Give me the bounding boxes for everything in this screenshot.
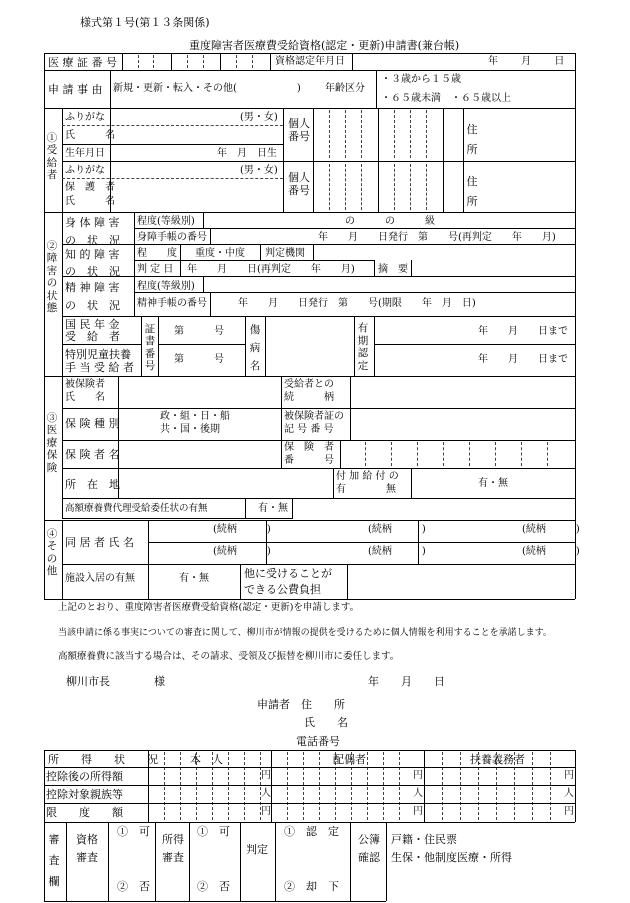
birth-value: 年 月 日生 xyxy=(217,148,277,159)
guardian-label-2: 氏 名 xyxy=(65,196,115,207)
digit-divider xyxy=(164,752,165,820)
divider xyxy=(155,822,156,901)
relation-value: (続柄 ) xyxy=(213,524,271,535)
disability-section-label: ②障害の状態 xyxy=(46,240,58,314)
divider xyxy=(374,316,375,376)
judgment-label: 判定 xyxy=(246,843,268,856)
digit-divider xyxy=(383,752,384,820)
facility-value: 有・無 xyxy=(179,573,209,584)
public-record-label-2: 確認 xyxy=(358,851,380,864)
divider xyxy=(62,376,63,518)
digit-divider xyxy=(287,752,288,820)
divider xyxy=(265,316,266,376)
age-label: 年齢区分 xyxy=(325,83,365,94)
table-top xyxy=(44,750,575,751)
row-line xyxy=(62,276,575,277)
relation-label-2: 続 柄 xyxy=(284,392,334,403)
row-line xyxy=(44,70,575,71)
qualification-ok: ① 可 xyxy=(117,825,150,838)
divider xyxy=(463,108,464,212)
divider xyxy=(374,260,375,276)
card-number-label-1: 被保険者証の xyxy=(284,411,344,422)
divider xyxy=(171,53,172,70)
row-line xyxy=(62,316,575,317)
guardian-label-1: 保 護 者 xyxy=(65,182,115,193)
digit-divider xyxy=(399,752,400,820)
relation-value: (続柄 ) xyxy=(522,546,580,557)
digit-divider xyxy=(138,55,139,68)
age-option-1: ・３歳から１５歳 xyxy=(381,74,461,85)
divider xyxy=(245,316,246,376)
divider xyxy=(378,108,379,212)
divider xyxy=(148,564,149,599)
reason-value: 新規・更新・転入・その他( ) xyxy=(113,83,301,94)
digit-divider xyxy=(367,752,368,820)
digit-divider xyxy=(394,164,395,210)
income-col-support: 扶養義務者 xyxy=(470,753,525,766)
row-line xyxy=(62,144,283,145)
digit-divider xyxy=(365,442,366,466)
qualification-ng: ② 否 xyxy=(117,880,150,893)
location-label: 所 在 地 xyxy=(65,478,120,491)
divider xyxy=(386,822,387,901)
income-row-3-label: 限 度 額 xyxy=(46,806,123,819)
reason-label: 申 請 事 由 xyxy=(48,83,103,96)
injury-label: 傷病名 xyxy=(249,324,261,372)
review-bottom xyxy=(44,901,386,902)
section-line xyxy=(44,520,575,521)
outer-right xyxy=(575,53,576,599)
physical-label-1: 身 体 障 害 xyxy=(65,216,120,229)
divider xyxy=(354,316,355,376)
row-line xyxy=(148,542,575,543)
outer-bottom xyxy=(44,599,575,600)
row-line xyxy=(62,161,575,162)
cert-number-value-2: 第 号 xyxy=(174,354,224,365)
digit-divider xyxy=(345,164,346,210)
divider xyxy=(203,276,204,292)
physical-book-value: 年 月 日発行 第 号(再判定 年 月) xyxy=(318,232,556,243)
address-label: 住所 xyxy=(466,123,478,156)
table-right xyxy=(575,750,576,822)
judgment-reject: ② 却 下 xyxy=(284,880,339,893)
divider xyxy=(210,292,211,316)
divider xyxy=(352,53,353,70)
digit-divider xyxy=(180,752,181,820)
intellectual-degree-value: 重度・中度 xyxy=(195,248,245,259)
divider xyxy=(411,468,412,498)
physical-grade-value: の の 級 xyxy=(345,216,435,227)
delegation-label: 高額療養費代理受給委任状の有無 xyxy=(65,503,208,514)
insurance-type-value-1: 政・組・日・船 xyxy=(160,411,230,422)
divider xyxy=(313,244,314,260)
extra-benefit-value: 有・無 xyxy=(478,478,508,489)
until-value-2: 年 月 日まで xyxy=(478,354,568,365)
person-unit: 人 xyxy=(564,788,574,799)
digit-divider xyxy=(550,752,551,820)
divider xyxy=(271,750,272,822)
row-line xyxy=(62,518,293,519)
intellectual-degree-label: 程 度 xyxy=(137,248,177,259)
divider xyxy=(141,316,142,376)
income-ok: ① 可 xyxy=(197,825,230,838)
yen-unit: 円 xyxy=(261,770,271,781)
relation-value: (続柄 ) xyxy=(213,546,271,557)
divider xyxy=(283,108,284,212)
outer-left xyxy=(44,53,45,599)
until-value-1: 年 月 日まで xyxy=(478,326,568,337)
physical-book-label: 身障手帳の番号 xyxy=(137,232,207,243)
table-left xyxy=(44,750,45,901)
insurance-section-label: ③医療保険 xyxy=(46,412,58,474)
cert-date-label: 資格認定年月日 xyxy=(275,56,345,67)
divider xyxy=(333,468,334,498)
digit-divider xyxy=(394,110,395,158)
row-line xyxy=(44,803,575,804)
person-unit: 人 xyxy=(413,788,423,799)
digit-divider xyxy=(203,55,204,68)
summary-label: 摘 要 xyxy=(378,264,408,275)
divider xyxy=(411,260,412,276)
mental-label-2: の 状 況 xyxy=(65,299,120,312)
digit-divider xyxy=(521,442,522,466)
row-line xyxy=(62,408,575,409)
gender-value-2: (男・女) xyxy=(240,165,278,176)
digit-divider xyxy=(410,110,411,158)
declaration-2: 当該申請に係る事実についての審査に関して、柳川市が情報の提供を受けるために個人情報を利用することを承諾します。 xyxy=(58,628,552,638)
divider xyxy=(260,244,261,260)
digit-divider xyxy=(319,752,320,820)
recipient-section-label: ①受給者 xyxy=(46,132,58,182)
row-line xyxy=(62,440,575,441)
qualification-label-2: 審査 xyxy=(76,851,98,864)
income-col-self: 本 人 xyxy=(190,753,223,766)
furigana-line xyxy=(62,125,283,126)
public-expense-label-2: できる公費負担 xyxy=(244,583,321,596)
insurer-name-label: 保 険 者 名 xyxy=(65,448,120,461)
yen-unit: 円 xyxy=(564,806,574,817)
furigana-label-2: ふりがな xyxy=(65,165,105,176)
mental-book-value: 年 月 日発行 第 号(期限 年 月 日) xyxy=(238,298,476,309)
outer-top xyxy=(44,53,575,54)
digit-divider xyxy=(410,164,411,210)
digit-divider xyxy=(426,110,427,158)
divider xyxy=(245,498,246,518)
address-label-2: 住所 xyxy=(466,175,478,208)
yen-unit: 円 xyxy=(564,770,574,781)
row-line xyxy=(62,468,575,469)
divider xyxy=(66,822,67,901)
digit-divider xyxy=(361,164,362,210)
digit-divider xyxy=(153,55,154,68)
intellectual-label-2: の 状 況 xyxy=(65,265,120,278)
applicant-address-label: 申請者 住 所 xyxy=(257,698,345,711)
row-line xyxy=(62,498,575,499)
period-label: 有期認定 xyxy=(357,322,369,372)
digit-divider xyxy=(236,55,237,68)
declaration-1: 上記のとおり、重度障害者医療費受給資格(認定・更新)を申請します。 xyxy=(58,602,360,613)
divider xyxy=(158,316,159,376)
divider xyxy=(376,70,377,108)
extra-benefit-label-1: 付 加 給 付 の xyxy=(336,471,399,482)
divider xyxy=(424,750,425,822)
digit-divider xyxy=(329,164,330,210)
pension-label-2: 受 給 者 xyxy=(65,330,120,343)
income-ng: ② 否 xyxy=(197,880,230,893)
divider xyxy=(240,822,241,901)
digit-divider xyxy=(244,752,245,820)
income-review-label-2: 審査 xyxy=(162,851,184,864)
form-number: 様式第１号(第１３条関係) xyxy=(80,16,210,29)
divider xyxy=(340,440,341,468)
row-line xyxy=(134,228,575,229)
digit-divider xyxy=(532,752,533,820)
divider xyxy=(118,468,119,498)
extra-benefit-label-2: 有 無 xyxy=(336,484,396,495)
yen-unit: 円 xyxy=(413,806,423,817)
divider xyxy=(62,212,63,376)
divider xyxy=(292,498,293,518)
divider xyxy=(347,564,348,599)
cert-number-label: 証書番号 xyxy=(144,323,156,373)
person-unit: 人 xyxy=(261,788,271,799)
divider xyxy=(110,70,111,108)
divider xyxy=(350,822,351,901)
insured-label-1: 被保険者 xyxy=(65,379,105,390)
my-number-label-2: 個人番号 xyxy=(288,171,310,197)
income-review-label-1: 所得 xyxy=(162,833,184,846)
cohabitant-label: 同 居 者 氏 名 xyxy=(65,536,134,549)
application-date: 年 月 日 xyxy=(368,675,445,688)
divider xyxy=(122,53,123,70)
intellectual-label-1: 知 的 障 害 xyxy=(65,248,120,261)
divider xyxy=(270,53,271,70)
digit-divider xyxy=(187,55,188,68)
digit-divider xyxy=(329,110,330,158)
row-line xyxy=(62,344,141,345)
public-record-item-2: 生保・他制度医療・所得 xyxy=(391,851,512,864)
income-header: 所 得 状 況 xyxy=(48,753,158,766)
section-line xyxy=(44,212,575,213)
digit-divider xyxy=(460,752,461,820)
divider xyxy=(281,376,282,468)
divider xyxy=(443,108,444,212)
row-line xyxy=(374,344,575,345)
digit-divider xyxy=(469,442,470,466)
pension-label-1: 国 民 年 金 xyxy=(65,318,120,331)
income-col-spouse: 配偶者 xyxy=(333,753,366,766)
mental-grade-label: 程度(等級別) xyxy=(137,281,195,292)
insurance-type-label: 保 険 種 別 xyxy=(65,417,120,430)
digit-divider xyxy=(303,752,304,820)
card-number-label: 医 療 証 番 号 xyxy=(48,56,117,69)
insurance-type-value-2: 共・国・後期 xyxy=(160,424,220,435)
row-line xyxy=(158,344,245,345)
divider xyxy=(108,822,109,901)
judgment-approve: ① 認 定 xyxy=(284,825,339,838)
name-label: 氏 名 xyxy=(65,130,115,141)
intellectual-agency-label: 判定機関 xyxy=(265,248,305,259)
row-line xyxy=(44,785,575,786)
birth-label: 生年月日 xyxy=(65,148,105,159)
row-line xyxy=(62,564,575,565)
relation-value: (続柄 ) xyxy=(368,546,426,557)
relation-label-1: 受給者との xyxy=(284,379,334,390)
physical-grade-label: 程度(等級別) xyxy=(137,216,195,227)
divider xyxy=(62,108,63,212)
row-line xyxy=(62,244,575,245)
digit-divider xyxy=(495,442,496,466)
public-expense-label-1: 他に受けることが xyxy=(244,567,332,580)
digit-divider xyxy=(442,752,443,820)
review-label: 審査欄 xyxy=(48,833,60,888)
digit-divider xyxy=(417,442,418,466)
furigana-line xyxy=(62,178,283,179)
digit-divider xyxy=(391,442,392,466)
section-line xyxy=(44,376,575,377)
digit-divider xyxy=(547,442,548,466)
intellectual-date-label: 判 定 日 xyxy=(137,264,174,275)
mental-label-1: 精 神 障 害 xyxy=(65,281,120,294)
cert-date-value: 年 月 日 xyxy=(488,56,565,67)
intellectual-date-value: 年 月 日(再判定 年 月) xyxy=(187,264,355,275)
declaration-3: 高額療養費に該当する場合は、その請求、受領及び振替を柳川市に委任します。 xyxy=(58,651,400,662)
relation-value: (続柄 ) xyxy=(368,524,426,535)
divider xyxy=(189,822,190,901)
insured-label-2: 氏 名 xyxy=(65,392,105,403)
applicant-name-label: 氏 名 xyxy=(304,716,348,729)
insurer-number-label-1: 保 険 者 xyxy=(284,442,334,453)
divider xyxy=(350,376,351,408)
public-record-item-1: 戸籍・住民票 xyxy=(391,833,457,846)
delegation-value: 有・無 xyxy=(258,503,288,514)
row-line xyxy=(44,108,575,109)
yen-unit: 円 xyxy=(261,806,271,817)
divider xyxy=(350,408,351,440)
yen-unit: 円 xyxy=(413,770,423,781)
divider xyxy=(220,53,221,70)
qualification-label-1: 資格 xyxy=(76,833,98,846)
digit-divider xyxy=(426,164,427,210)
divider xyxy=(210,228,211,244)
mayor-addressee: 柳川市長 様 xyxy=(66,675,165,688)
digit-divider xyxy=(228,752,229,820)
mental-book-label: 精神手帳の番号 xyxy=(137,298,207,309)
digit-divider xyxy=(345,110,346,158)
digit-divider xyxy=(443,442,444,466)
physical-label-2: の 状 況 xyxy=(65,234,120,247)
divider xyxy=(240,564,241,599)
divider xyxy=(203,212,204,228)
digit-divider xyxy=(361,110,362,158)
row-line xyxy=(134,292,575,293)
income-row-2-label: 控除対象親族等 xyxy=(46,788,123,801)
my-number-label: 個人番号 xyxy=(288,117,310,143)
form-title: 重度障害者医療費受給資格(認定・更新)申請書(兼台帳) xyxy=(189,39,460,52)
row-line xyxy=(44,822,575,823)
age-option-2: ・６５歳未満 ・６５歳以上 xyxy=(381,93,511,104)
divider xyxy=(62,520,63,599)
income-row-1-label: 控除後の所得額 xyxy=(46,770,123,783)
gender-value: (男・女) xyxy=(240,112,278,123)
furigana-label: ふりがな xyxy=(65,112,105,123)
card-number-label-2: 記 号 番 号 xyxy=(284,424,334,435)
public-record-label-1: 公簿 xyxy=(358,833,380,846)
facility-label: 施設入居の有無 xyxy=(65,573,135,584)
digit-divider xyxy=(252,55,253,68)
child-label-1: 特別児童扶養 xyxy=(65,348,131,361)
child-label-2: 手 当 受 給 者 xyxy=(65,361,134,374)
other-section-label: ④その他 xyxy=(46,528,58,578)
row-line xyxy=(44,767,575,768)
divider xyxy=(275,822,276,901)
row-line xyxy=(134,260,374,261)
phone-label: 電話番号 xyxy=(296,735,340,748)
divider xyxy=(313,108,314,212)
relation-value: (続柄 ) xyxy=(522,524,580,535)
insurer-number-label-2: 番 号 xyxy=(284,455,334,466)
cert-number-value-1: 第 号 xyxy=(174,326,224,337)
